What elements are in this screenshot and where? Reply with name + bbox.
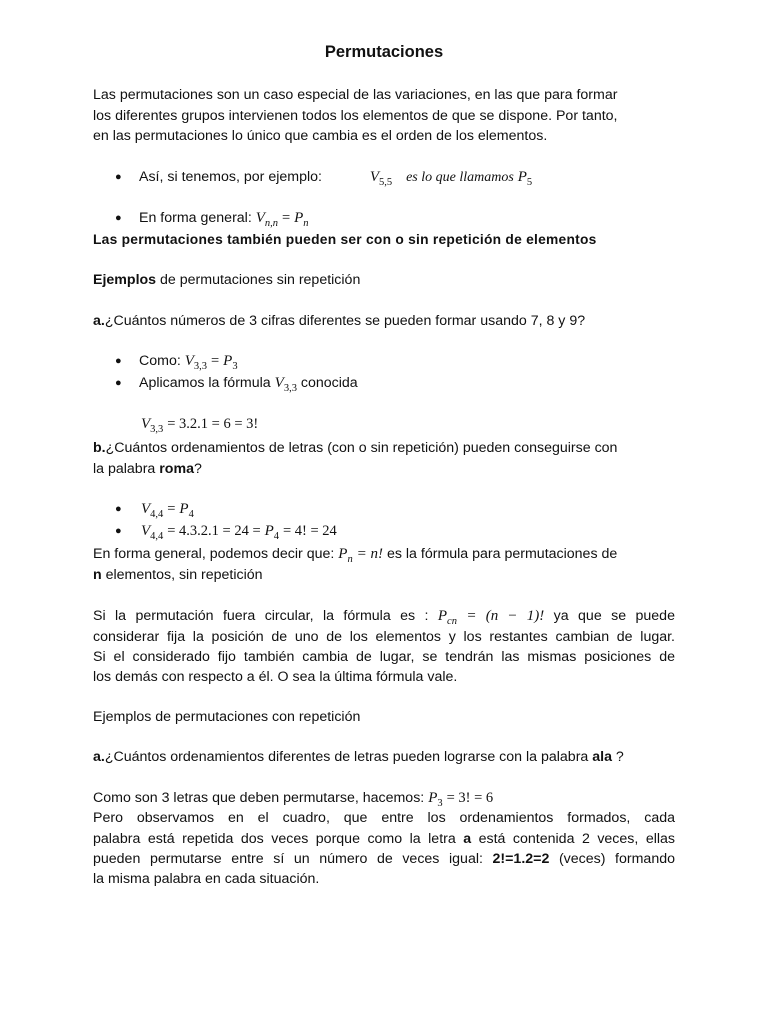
question-b-line-1: b.¿Cuántos ordenamientos de letras (con o sin repetición) pueden conseguirse con — [93, 440, 618, 456]
intro-line-2: los diferentes grupos intervienen todos los elementos de que se dispone. Por tanto, — [93, 108, 618, 124]
general-form-line-1: En forma general, podemos decir que: $P_n = n$! es la fórmula para permutaciones de — [93, 546, 618, 565]
bullet-dot: ● — [115, 171, 122, 183]
circular-line-1: Si la permutación fuera circular, la fórmula es : $P_{cn} = (n - 1)$! ya que se puede — [93, 608, 675, 627]
final-line-3: pueden permutarse entre sí un número de veces igual: 2!=1.2=2 (veces) formando — [93, 851, 675, 867]
bullet-aplicamos: Aplicamos la fórmula $V_{3,3}$ conocida — [139, 375, 358, 394]
repetition-heading: Las permutaciones también pueden ser con o sin repetición de elementos — [93, 232, 597, 247]
circular-line-2: considerar fija la posición de uno de los elementos y los restantes cambian de lugar. — [93, 629, 675, 645]
intro-line-3: en las permutaciones lo único que cambia es el orden de los elementos. — [93, 128, 548, 144]
question-ala: a.¿Cuántos ordenamientos diferentes de letras pueden lograrse con la palabra ala ? — [93, 749, 624, 765]
bullet-como: Como: $V_{3,3} = P_3$ — [139, 353, 238, 372]
bullet-v44-expanded: $V_{4,4} = 4.3.2.1 = 24 = P_4 = 4$! = 24 — [141, 523, 337, 542]
question-b-line-2: la palabra roma? — [93, 461, 202, 477]
bullet-dot: ● — [115, 525, 122, 537]
question-a: a.¿Cuántos números de 3 cifras diferentes se pueden formar usando 7, 8 y 9? — [93, 313, 586, 329]
circular-line-3: Si el considerado fijo también cambia de lugar, se tendrán las mismas posiciones de — [93, 649, 675, 665]
examples-with-repetition-heading: Ejemplos de permutaciones con repetición — [93, 709, 361, 725]
intro-line-1: Las permutaciones son un caso especial de las variaciones, en las que para formar — [93, 87, 618, 103]
bullet-dot: ● — [115, 355, 122, 367]
final-line-4: la misma palabra en cada situación. — [93, 871, 320, 887]
final-line-2: palabra está repetida dos veces porque como la letra a está contenida 2 veces, ellas — [93, 831, 675, 847]
general-form-line-2: n elementos, sin repetición — [93, 567, 263, 583]
como-son-line: Como son 3 letras que deben permutarse, hacemos: $P_3 = 3$! = 6 — [93, 790, 494, 809]
bullet-example-p5: Así, si tenemos, por ejemplo: $V_{5,5}$ es lo que llamamos $P_5$ — [139, 169, 533, 188]
bullet-dot: ● — [115, 377, 122, 389]
final-line-1: Pero observamos en el cuadro, que entre los ordenamientos formados, cada — [93, 810, 675, 826]
examples-without-repetition-heading: Ejemplos de permutaciones sin repetición — [93, 272, 361, 288]
bullet-general-form: En forma general: $V_{n,n} = P_n$ — [139, 210, 309, 229]
bullet-dot: ● — [115, 503, 122, 515]
bullet-v44: $V_{4,4} = P_4$ — [141, 501, 194, 520]
circular-line-4: los demás con respecto a él. O sea la última fórmula vale. — [93, 669, 458, 685]
document-title: Permutaciones — [324, 43, 444, 61]
formula-v33: $V_{3,3} = 3.2.1 = 6 = 3$! — [141, 416, 259, 435]
bullet-dot: ● — [115, 212, 122, 224]
